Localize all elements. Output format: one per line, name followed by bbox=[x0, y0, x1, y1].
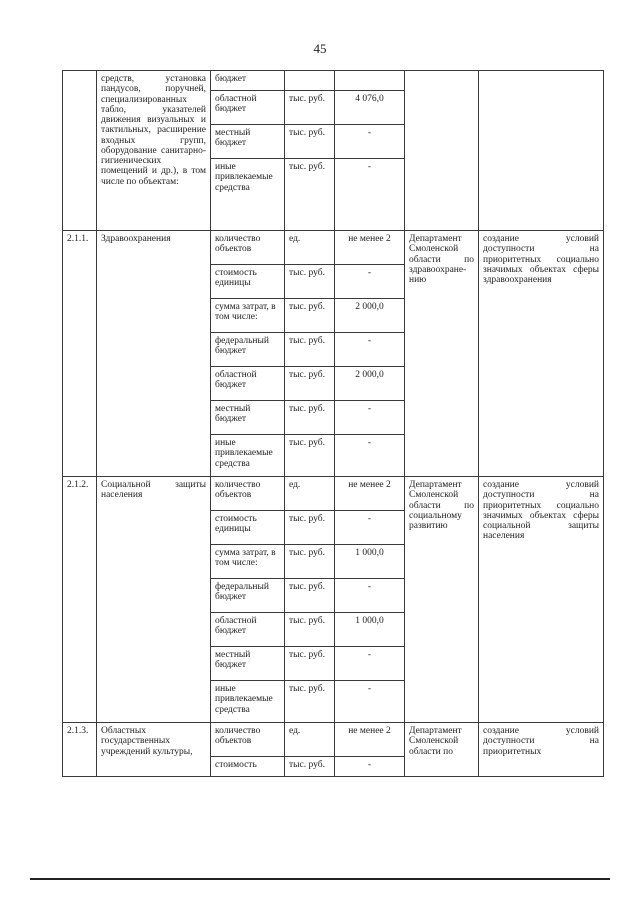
unit-cell: тыс. руб. bbox=[285, 159, 335, 231]
unit-cell: тыс. руб. bbox=[285, 647, 335, 681]
page-number: 45 bbox=[313, 41, 327, 56]
footer-divider bbox=[30, 878, 610, 880]
value-cell: - bbox=[335, 333, 405, 367]
indicator-cell: областной бюджет bbox=[211, 91, 285, 125]
value-cell: 1 000,0 bbox=[335, 613, 405, 647]
unit-cell: тыс. руб. bbox=[285, 545, 335, 579]
section-number: 2.1.1. bbox=[63, 231, 97, 477]
table-row bbox=[63, 477, 604, 511]
value-cell: - bbox=[335, 401, 405, 435]
indicator-cell: количество объектов bbox=[211, 231, 285, 265]
unit-cell: тыс. руб. bbox=[285, 613, 335, 647]
value-cell: - bbox=[335, 511, 405, 545]
value-cell: - bbox=[335, 265, 405, 299]
result-cell: создание условий доступности на приоритетных социально значимых объектах сферы социальной защиты населения bbox=[479, 477, 604, 723]
program-table bbox=[62, 70, 604, 777]
responsible-cell: Департамент Смоленской области по социальному развитию bbox=[405, 477, 479, 723]
indicator-cell: сумма затрат, в том числе: bbox=[211, 299, 285, 333]
value-cell: 4 076,0 bbox=[335, 91, 405, 125]
value-cell: 2 000,0 bbox=[335, 367, 405, 401]
responsible-cell bbox=[405, 71, 479, 231]
value-cell: не менее 2 bbox=[335, 723, 405, 757]
indicator-cell: стоимость единицы bbox=[211, 265, 285, 299]
indicator-cell: стоимость bbox=[211, 757, 285, 777]
result-cell: создание условий доступности на приоритетных bbox=[479, 723, 604, 777]
unit-cell: ед. bbox=[285, 477, 335, 511]
unit-cell: тыс. руб. bbox=[285, 401, 335, 435]
indicator-cell: местный бюджет bbox=[211, 647, 285, 681]
value-cell: - bbox=[335, 435, 405, 477]
unit-cell: тыс. руб. bbox=[285, 299, 335, 333]
table-row bbox=[63, 723, 604, 757]
unit-cell bbox=[285, 71, 335, 91]
indicator-cell: бюджет bbox=[211, 71, 285, 91]
section-name: Здравоохранения bbox=[97, 231, 211, 477]
indicator-cell: местный бюджет bbox=[211, 401, 285, 435]
indicator-cell: иные привлекаемые средства bbox=[211, 681, 285, 723]
unit-cell: тыс. руб. bbox=[285, 579, 335, 613]
value-cell bbox=[335, 71, 405, 91]
indicator-cell: областной бюджет bbox=[211, 613, 285, 647]
section-number: 2.1.2. bbox=[63, 477, 97, 723]
section-name: Социальной защиты населения bbox=[97, 477, 211, 723]
result-cell bbox=[479, 71, 604, 231]
value-cell: 2 000,0 bbox=[335, 299, 405, 333]
unit-cell: тыс. руб. bbox=[285, 333, 335, 367]
unit-cell: тыс. руб. bbox=[285, 681, 335, 723]
responsible-cell: Департамент Смоленской области по здравоохране-нию bbox=[405, 231, 479, 477]
result-cell: создание условий доступности на приоритетных социально значимых объектах сферы здравоохранения bbox=[479, 231, 604, 477]
section-name: Областных государственных учреждений культуры, bbox=[97, 723, 211, 777]
unit-cell: тыс. руб. bbox=[285, 125, 335, 159]
value-cell: - bbox=[335, 125, 405, 159]
indicator-cell: областной бюджет bbox=[211, 367, 285, 401]
indicator-cell: количество объектов bbox=[211, 477, 285, 511]
indicator-cell: сумма затрат, в том числе: bbox=[211, 545, 285, 579]
indicator-cell: иные привлекаемые средства bbox=[211, 435, 285, 477]
value-cell: - bbox=[335, 159, 405, 231]
unit-cell: тыс. руб. bbox=[285, 435, 335, 477]
unit-cell: тыс. руб. bbox=[285, 367, 335, 401]
value-cell: не менее 2 bbox=[335, 477, 405, 511]
indicator-cell: местный бюджет bbox=[211, 125, 285, 159]
unit-cell: тыс. руб. bbox=[285, 265, 335, 299]
indicator-cell: федеральный бюджет bbox=[211, 333, 285, 367]
value-cell: не менее 2 bbox=[335, 231, 405, 265]
table-row bbox=[63, 71, 604, 91]
value-cell: - bbox=[335, 647, 405, 681]
value-cell: - bbox=[335, 579, 405, 613]
unit-cell: тыс. руб. bbox=[285, 511, 335, 545]
unit-cell: тыс. руб. bbox=[285, 91, 335, 125]
unit-cell: ед. bbox=[285, 231, 335, 265]
indicator-cell: количество объектов bbox=[211, 723, 285, 757]
unit-cell: ед. bbox=[285, 723, 335, 757]
value-cell: - bbox=[335, 681, 405, 723]
responsible-cell: Департамент Смоленской области по bbox=[405, 723, 479, 777]
table-row bbox=[63, 231, 604, 265]
unit-cell: тыс. руб. bbox=[285, 757, 335, 777]
value-cell: 1 000,0 bbox=[335, 545, 405, 579]
value-cell: - bbox=[335, 757, 405, 777]
row-number-cell bbox=[63, 71, 97, 231]
section-number: 2.1.3. bbox=[63, 723, 97, 777]
indicator-cell: федеральный бюджет bbox=[211, 579, 285, 613]
indicator-cell: стоимость единицы bbox=[211, 511, 285, 545]
indicator-cell: иные привлекаемые средства bbox=[211, 159, 285, 231]
measure-description: средств, установка пандусов, поручней, специализированных табло, указателей движения визуальных и тактильных, расширение входных групп, оборудование санитарно-гигиенических помещений и др.), в том числе по объектам: bbox=[97, 71, 211, 231]
